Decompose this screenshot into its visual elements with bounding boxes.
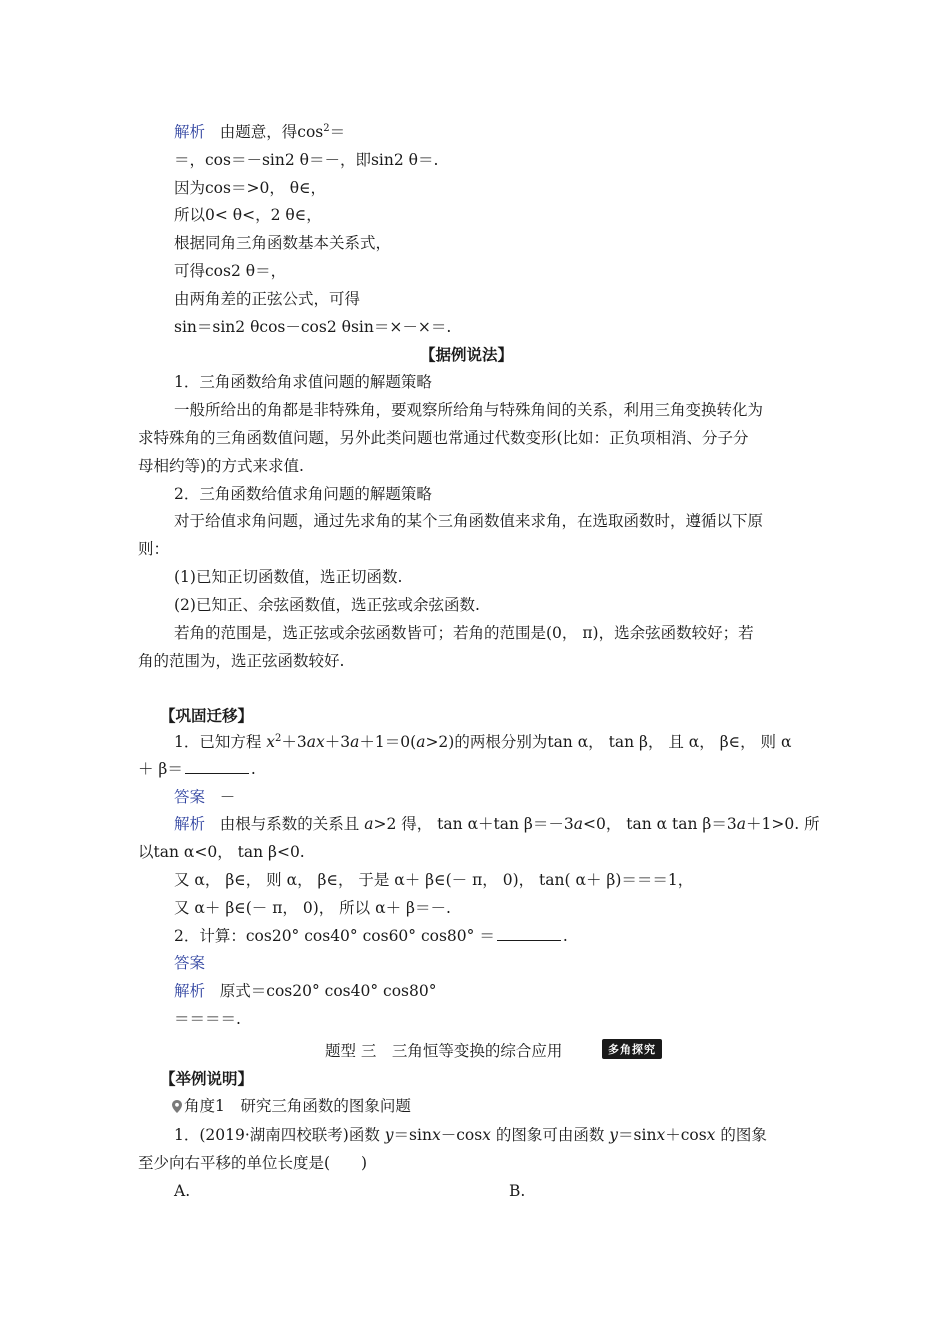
- question-text: .: [250, 760, 256, 778]
- variable: x: [656, 1126, 666, 1144]
- solution-line: 又 α＋ β∈(－ π， 0)， 所以 α＋ β＝－.: [174, 899, 451, 917]
- question-text: 2．计算：cos20° cos40° cos60° cos80° ＝: [174, 927, 495, 945]
- angle-heading: [172, 1095, 411, 1117]
- paragraph-title: 2．三角函数给值求角问题的解题策略: [174, 485, 432, 503]
- solution-line: ＝，cos＝－sin2 θ＝－，即sin2 θ＝.: [174, 151, 439, 169]
- superscript: 2: [323, 122, 330, 134]
- paragraph-line: 若角的范围是，选正弦或余弦函数皆可；若角的范围是(0， π)，选余弦函数较好；若: [174, 624, 754, 642]
- solution-line: 所以0< θ<，2 θ∈，: [174, 206, 322, 224]
- question-text: ＋1＝0(: [359, 733, 417, 751]
- answer-blank: [497, 926, 561, 941]
- question-text: ＋3: [281, 733, 307, 751]
- section-header: 【举例说明】: [160, 1069, 254, 1088]
- variable: y: [609, 1126, 619, 1144]
- paragraph-line: 求特殊角的三角函数值问题，另外此类问题也常通过代数变形(比如：正负项相消、分子分: [138, 429, 749, 447]
- variable: ax: [306, 733, 325, 751]
- list-item: (1)已知正切函数值，选正切函数.: [174, 568, 403, 586]
- solution-label: 解析: [174, 123, 206, 141]
- solution-text: >2 得， tan α＋tan β＝－3: [373, 815, 574, 833]
- answer-text: －: [219, 788, 236, 806]
- question-text: ＋cos: [665, 1126, 707, 1144]
- question-text: >2)的两根分别为tan α， tan β， 且 α， β∈， 则 α: [425, 733, 792, 751]
- section-badge: 多角探究: [602, 1039, 662, 1059]
- solution-line: ＝＝＝＝.: [174, 1010, 241, 1028]
- solution-line: sin＝sin2 θcos－cos2 θsin＝×－×＝.: [174, 318, 452, 336]
- solution-line: 根据同角三角函数基本关系式，: [174, 234, 392, 252]
- solution-label: 解析: [174, 815, 206, 833]
- solution-line: [174, 121, 345, 143]
- question-line: [174, 1124, 767, 1146]
- answer-label: 答案: [174, 788, 206, 806]
- list-item: (2)已知正、余弦函数值，选正弦或余弦函数.: [174, 596, 480, 614]
- solution-line: 由两角差的正弦公式，可得: [174, 290, 361, 308]
- answer-line: [174, 786, 235, 808]
- solution-line: [174, 980, 436, 1002]
- option-b: B.: [509, 1182, 526, 1200]
- question-text: 的图象: [715, 1126, 767, 1144]
- option-a: A.: [174, 1182, 191, 1200]
- solution-text: ＝: [329, 123, 346, 141]
- variable: x: [482, 1126, 491, 1144]
- solution-text: ＋1>0. 所: [746, 815, 820, 833]
- variable: y: [384, 1126, 394, 1144]
- section-header: 【巩固迁移】: [160, 706, 254, 725]
- solution-text: <0， tan α tan β＝3: [583, 815, 737, 833]
- question-text: －cos: [440, 1126, 483, 1144]
- answer-label: 答案: [174, 954, 206, 972]
- question-line: [138, 758, 256, 780]
- variable: x: [431, 1126, 441, 1144]
- paragraph-line: 角的范围为，选正弦函数较好.: [138, 652, 345, 670]
- solution-line: 以tan α<0， tan β<0.: [138, 843, 305, 861]
- solution-text: 原式＝cos20° cos40° cos80°: [219, 982, 437, 1000]
- answer-blank: [185, 759, 249, 774]
- location-pin-icon: [172, 1100, 182, 1113]
- question-text: ＋3: [324, 733, 351, 751]
- angle-label: 角度1 研究三角函数的图象问题: [184, 1097, 411, 1115]
- variable: a: [416, 733, 426, 751]
- variable: a: [736, 815, 747, 833]
- question-text: ＝sin: [618, 1126, 657, 1144]
- solution-line: 可得cos2 θ＝，: [174, 262, 287, 280]
- solution-text: 由题意，得cos: [219, 123, 324, 141]
- question-line: [174, 925, 568, 947]
- solution-line: [174, 813, 820, 835]
- question-line: [174, 731, 791, 753]
- paragraph-line: 对于给值求角问题，通过先求角的某个三角函数值来求角，在选取函数时，遵循以下原: [174, 512, 764, 530]
- solution-line: 因为cos＝>0， θ∈，: [174, 179, 327, 197]
- variable: a: [364, 815, 374, 833]
- question-text: ＝sin: [393, 1126, 432, 1144]
- section-header: 【据例说法】: [420, 345, 514, 364]
- variable: x: [706, 1126, 716, 1144]
- paragraph-line: 则：: [138, 540, 170, 558]
- paragraph-title: 1．三角函数给角求值问题的解题策略: [174, 373, 432, 391]
- variable: x: [266, 733, 276, 751]
- section-title: 题型 三 三角恒等变换的综合应用: [325, 1042, 563, 1060]
- paragraph-line: 母相约等)的方式来求值.: [138, 457, 304, 475]
- question-text: 的图象可由函数: [490, 1126, 610, 1144]
- paragraph-line: 一般所给出的角都是非特殊角，要观察所给角与特殊角间的关系，利用三角变换转化为: [174, 401, 764, 419]
- variable: a: [350, 733, 360, 751]
- solution-text: 由根与系数的关系且: [219, 815, 365, 833]
- question-line: 至少向右平移的单位长度是( ): [138, 1154, 368, 1172]
- question-text: 1．已知方程: [174, 733, 267, 751]
- superscript: 2: [275, 732, 282, 744]
- solution-line: 又 α， β∈， 则 α， β∈， 于是 α＋ β∈(－ π， 0)， tan( α＋ β)＝＝＝1，: [174, 871, 694, 889]
- solution-label: 解析: [174, 982, 206, 1000]
- variable: a: [573, 815, 583, 833]
- question-text: .: [562, 927, 568, 945]
- question-text: ＋ β＝: [138, 760, 183, 778]
- question-text: 1．(2019·湖南四校联考)函数: [174, 1126, 385, 1144]
